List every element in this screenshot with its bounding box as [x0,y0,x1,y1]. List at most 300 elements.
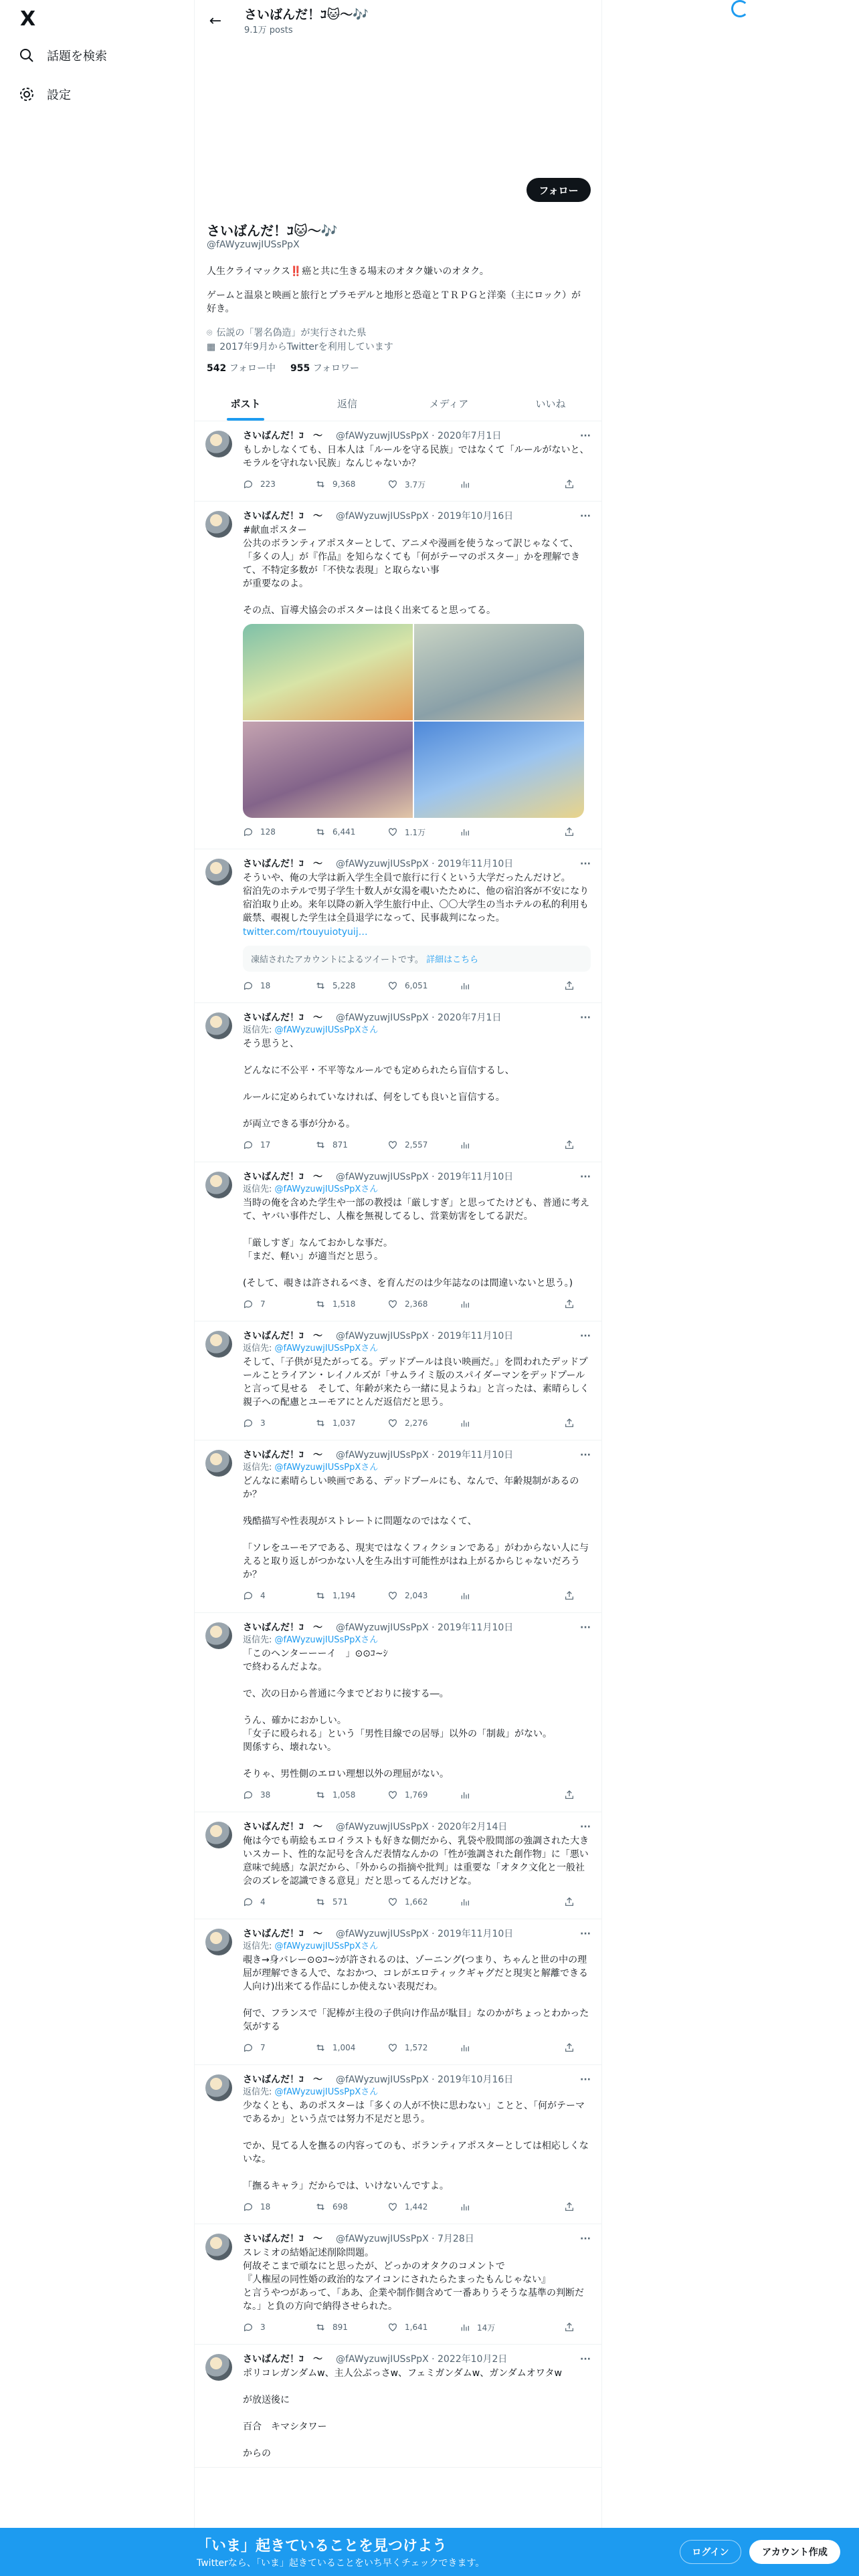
tweet-meta[interactable]: @fAWyzuwjIUSsPpX · 2019年11月10日 [336,1172,514,1182]
reply-button[interactable] [243,1140,315,1150]
reply-button-count: 38 [260,1790,271,1800]
tweet[interactable] [195,421,601,502]
views-chart-icon [460,1299,470,1309]
reply-button[interactable] [243,2042,315,2053]
tweet[interactable] [195,1162,601,1321]
retweet-button[interactable] [315,2322,387,2333]
calendar-icon: ▦ [207,342,216,352]
retweet-icon [315,980,326,991]
tweet-header [243,510,591,523]
reply-button[interactable] [243,1299,315,1309]
reply-icon [243,1790,254,1800]
views-button[interactable] [460,1140,486,1150]
like-button-count: 3.7万 [405,479,426,490]
share-icon [564,1140,575,1150]
reply-to-handle[interactable]: @fAWyzuwjIUSsPpXさん [274,1941,379,1951]
reply-button[interactable] [243,2202,315,2212]
heart-icon [387,2042,398,2053]
views-chart-icon [460,1790,470,1800]
reply-button[interactable] [243,1590,315,1601]
views-chart-icon [460,2322,470,2333]
like-button[interactable] [387,1299,460,1309]
more-options-icon[interactable]: ··· [580,1172,591,1182]
reply-button[interactable] [243,1790,315,1800]
more-options-icon[interactable]: ··· [580,2354,591,2365]
tweet-header [243,2353,591,2366]
avatar[interactable] [205,2354,232,2381]
profile-name: さいばんだ！ｺ🐱〜🎶 [207,223,338,239]
tweet-text: #献血ポスター 公共のボランティアポスターとして、アニメや漫画を使うなって訳じゃなくて、 「多くの人」が『作品』を知らなくても「何がテーマのポスター」かを理解できて、不特定多数が「不快な表現」と取らない事 が重要なのよ。 その点、盲導犬協会のポスターは良く出来てると思ってる。 [243,525,580,616]
heart-icon [387,1418,398,1428]
share-icon [564,2042,575,2053]
reply-button-count: 3 [260,2323,266,2332]
retweet-button-count: 6,441 [332,827,356,837]
like-button[interactable] [387,827,460,838]
more-options-icon[interactable]: ··· [580,1450,591,1461]
retweet-button[interactable] [315,980,387,991]
tweet[interactable] [195,2065,601,2224]
reply-button-count: 7 [260,1299,266,1309]
tweet-meta[interactable]: @fAWyzuwjIUSsPpX · 7月28日 [336,2234,474,2244]
login-button[interactable]: ログイン [680,2540,741,2564]
views-button[interactable] [460,1897,486,1907]
reply-icon [243,479,254,490]
avatar[interactable] [205,2234,232,2260]
reply-icon [243,1418,254,1428]
tweet[interactable] [195,502,601,849]
tweet-header [243,1329,591,1343]
reply-button-count: 18 [260,981,271,990]
share-button[interactable] [564,1140,591,1150]
tweet-meta[interactable]: @fAWyzuwjIUSsPpX · 2019年10月16日 [336,511,514,522]
views-button[interactable] [460,1790,486,1800]
search-icon [19,47,35,64]
reply-to-label: 返信先: @fAWyzuwjIUSsPpXさん [243,1184,379,1194]
like-button[interactable] [387,1790,460,1800]
tweet[interactable] [195,1003,601,1162]
like-button-count: 2,043 [405,1591,428,1600]
share-icon [564,1299,575,1309]
more-options-icon[interactable]: ··· [580,1622,591,1633]
nav-explore[interactable] [19,47,107,64]
following-count: 542 [207,363,227,374]
share-button[interactable] [564,1590,591,1601]
tweet-author-name[interactable]: さいばんだ！ｺ 〜 [243,859,322,869]
reply-button-count: 7 [260,2043,266,2052]
retweet-button-count: 9,368 [332,479,356,489]
views-chart-icon [460,2202,470,2212]
views-chart-icon [460,980,470,991]
like-button[interactable] [387,1590,460,1601]
retweet-icon [315,1790,326,1800]
more-options-icon[interactable]: ··· [580,2074,591,2085]
heart-icon [387,2322,398,2333]
tweet-author-name[interactable]: さいばんだ！ｺ 〜 [243,2234,322,2244]
retweet-button-count: 1,037 [332,1418,356,1428]
tweet-actions [243,1785,591,1805]
reply-button[interactable] [243,827,315,837]
followers-link[interactable] [290,361,359,374]
left-nav [0,0,194,2576]
tweet-meta[interactable]: @fAWyzuwjIUSsPpX · 2019年11月10日 [336,1622,514,1633]
tweet-actions [243,1294,591,1314]
views-chart-icon [460,2042,470,2053]
retweet-button[interactable] [315,1897,387,1907]
views-button[interactable] [460,827,486,837]
tweet-header [243,1170,591,1184]
tweet-header [243,429,591,443]
tweet-author-name[interactable]: さいばんだ！ｺ 〜 [243,2074,322,2085]
views-chart-icon [460,1140,470,1150]
share-icon [564,827,575,837]
retweet-icon [315,827,326,837]
more-options-icon[interactable]: ··· [580,2234,591,2244]
tweet-meta[interactable]: @fAWyzuwjIUSsPpX · 2020年2月14日 [336,1822,508,1832]
share-button[interactable] [564,1790,591,1800]
main-column [194,0,602,2576]
reply-button-count: 3 [260,1418,266,1428]
share-button[interactable] [564,1418,591,1428]
like-button[interactable] [387,1418,460,1428]
like-button-count: 2,276 [405,1418,428,1428]
tweet-link[interactable]: twitter.com/rtouyuiotyuij… [243,927,368,938]
reply-to-handle[interactable]: @fAWyzuwjIUSsPpXさん [274,2087,379,2097]
tweet-text: 当時の俺を含めた学生や一部の教授は「厳しすぎ」と思ってたけども、普通に考えて、ヤバい事件だし、人権を無視してるし、営業妨害をしてる訳だ。 「厳しすぎ」なんておかしな事だ。 「まだ、軽い」が適当だと思う。 (そして、覗きは許されるべき、を育んだのは少年誌なのは間違いないと思う。) [243,1198,589,1289]
retweet-button-count: 871 [332,1140,348,1150]
tweet-text: もしかしなくても、日本人は「ルールを守る民族」ではなくて「ルールがないと、モラルを守れない民族」なんじゃないか？ [243,445,589,469]
tweet-meta[interactable]: @fAWyzuwjIUSsPpX · 2020年7月1日 [336,1012,502,1023]
signup-button[interactable]: アカウント作成 [749,2540,840,2564]
share-icon [564,2202,575,2212]
tab-likes[interactable]: いいね [535,398,566,410]
reply-button[interactable] [243,2322,315,2333]
views-button[interactable] [460,2042,486,2053]
reply-to-handle[interactable]: @fAWyzuwjIUSsPpXさん [274,1184,379,1194]
reply-icon [243,1140,254,1150]
tweet-text: そう思うと、 どんなに不公平・不平等なルールでも定められたら盲信するし、 ルールに定められていなければ、何をしても良いと盲信する。 が両立できる事が分かる。 [243,1039,514,1130]
avatar[interactable] [205,1450,232,1477]
retweet-icon [315,1590,326,1601]
tweet[interactable] [195,2224,601,2345]
retweet-button[interactable] [315,1418,387,1428]
retweet-button-count: 1,004 [332,2043,356,2052]
retweet-icon [315,1140,326,1150]
reply-button[interactable] [243,980,315,991]
profile-handle: @fAWyzuwjIUSsPpX [207,239,300,250]
tweet-media-grid[interactable] [243,624,584,818]
views-chart-icon [460,479,470,490]
tab-media[interactable]: メディア [429,398,469,410]
tweet-image[interactable] [243,624,413,720]
tweet-author-name[interactable]: さいばんだ！ｺ 〜 [243,431,322,441]
share-button[interactable] [564,479,591,490]
tab-posts[interactable]: ポスト [195,387,296,421]
reply-icon [243,1897,254,1907]
reply-button-count: 128 [260,827,276,837]
share-icon [564,980,575,991]
like-button-count: 1,572 [405,2043,428,2052]
views-chart-icon [460,827,470,837]
share-icon [564,1590,575,1601]
tweet-text: スレミオの結婚記述削除問題。 何故そこまで頑なにと思ったが、どっかのオタクのコメントで 『人権屋の同性婚の政治的なアイコンにされたらたまったもんじゃない』 と言うやつがあって、「ああ、企業や制作側含めて一番ありうそうな基準の判断だな。」と負の方向で納得させられた。 [243,2248,585,2312]
tweet-text: どんなに素晴らしい映画である、デッドプールにも、なんで、年齢規制があるのか？ 残酷描写や性表現がストレートに問題なのではなくて、 「ソレをユーモアである、現実ではなくフィクションである」がわからない人に与えると取り返しがつかない人を生み出す可能性がはね上がるからじゃないだろうか？ [243,1476,589,1580]
signup-banner-subtitle: Twitterなら、「いま」起きていることをいち早くチェックできます。 [197,2558,485,2569]
avatar[interactable] [205,1331,232,1358]
tweet-actions [243,1892,591,1912]
tweet-text: 「このヘンターーーイ 」⊙⊙ｺ~ｼ で終わるんだよな。 で、次の日から普通に今までどおりに接する―。 うん、確かにおかしい。 「女子に殴られる」という「男性目線での居辱」以外の「制裁」がない。 関係すら、壊れない。 そりゃ、男性側のエロい理想以外の理屈がない。 [243,1648,552,1780]
tweet-meta[interactable]: @fAWyzuwjIUSsPpX · 2019年10月16日 [336,2074,514,2085]
tweet-author-name[interactable]: さいばんだ！ｺ 〜 [243,1622,322,1633]
tweet-text: 少なくとも、あのポスターは「多くの人が不快に思わない」ことと、「何がテーマであるか」という点では努力不足だと思う。 でか、見てる人を撫るの内容ってのも、ボランティアポスターとしては相応しくないな。 「撫るキャラ」だからでは、いけないんですよ。 [243,2101,589,2191]
avatar[interactable] [205,2074,232,2101]
heart-icon [387,1790,398,1800]
tweet[interactable] [195,1613,601,1812]
avatar[interactable] [205,1012,232,1039]
reply-button[interactable] [243,1897,315,1907]
reply-button-count: 4 [260,1591,266,1600]
share-button[interactable] [564,827,591,837]
views-button[interactable] [460,2202,486,2212]
like-button[interactable] [387,2322,460,2333]
like-button[interactable] [387,1140,460,1150]
quote-learn-more-link[interactable]: 詳細はこちら [426,955,479,965]
tweet[interactable] [195,1321,601,1440]
tweet-actions [243,1586,591,1606]
following-link[interactable] [207,361,276,374]
like-button-count: 1.1万 [405,827,426,837]
tweet-meta[interactable]: @fAWyzuwjIUSsPpX · 2019年11月10日 [336,1331,514,1341]
tweet-header [243,1621,591,1634]
reply-to-handle[interactable]: @fAWyzuwjIUSsPpXさん [274,1635,379,1645]
retweet-icon [315,1299,326,1309]
reply-button[interactable] [243,1418,315,1428]
reply-button-count: 17 [260,1140,271,1150]
reply-button[interactable] [243,479,315,490]
more-options-icon[interactable]: ··· [580,1012,591,1023]
views-button[interactable] [460,980,486,991]
views-button[interactable] [460,1299,486,1309]
following-label: フォロー中 [229,363,276,374]
share-button[interactable] [564,1299,591,1309]
tweet-image[interactable] [414,722,584,818]
header-title: さいばんだ！ｺ🐱〜🎶 [244,7,369,22]
tweet-header [243,857,591,871]
avatar[interactable] [205,1622,232,1649]
retweet-button[interactable] [315,479,387,490]
header-post-count: 9.1万 posts [244,25,293,35]
tweet-actions [243,822,591,842]
timeline [195,421,601,2468]
tweet-meta[interactable]: @fAWyzuwjIUSsPpX · 2022年10月2日 [336,2354,508,2365]
retweet-button[interactable] [315,1299,387,1309]
quote-notice: 凍結されたアカウントによるツイートです。 [251,955,423,965]
followers-count: 955 [290,363,310,374]
reply-to-handle[interactable]: @fAWyzuwjIUSsPpXさん [274,1344,379,1354]
profile-location-text: 伝説の「署名偽造」が実行された県 [216,328,367,338]
tweet-header [243,2073,591,2086]
nav-settings[interactable] [19,86,71,103]
retweet-button-count: 891 [332,2323,348,2332]
tweet-actions [243,1413,591,1433]
tweet-meta[interactable]: @fAWyzuwjIUSsPpX · 2019年11月10日 [336,1929,514,1939]
views-button[interactable] [460,479,486,490]
reply-to-label: 返信先: @fAWyzuwjIUSsPpXさん [243,1635,379,1645]
retweet-button[interactable] [315,1140,387,1150]
heart-icon [387,479,398,490]
tweet-header [243,2232,591,2246]
tweet[interactable] [195,1919,601,2065]
avatar[interactable] [205,1172,232,1198]
reply-button-count: 18 [260,2202,271,2212]
tweet-author-name[interactable]: さいばんだ！ｺ 〜 [243,1012,322,1023]
retweet-button[interactable] [315,1790,387,1800]
views-button[interactable] [460,1590,486,1601]
nav-settings-label: 設定 [47,88,71,102]
tweet-text: そして、「子供が見たがってる。デッドプールは良い映画だ。」を問われたデッドプールことライアン・レイノルズが「サムライミ版のスパイダーマンをデッドプールと言って見せる そして、年齢が来たら一緒に見ようね」と言ったは、素晴らしく親子への配慮とユーモアにとんだ返信だと思う。 [243,1357,589,1408]
tweet-meta[interactable]: @fAWyzuwjIUSsPpX · 2020年7月1日 [336,431,502,441]
reply-button-count: 4 [260,1897,266,1907]
tweet-author-name[interactable]: さいばんだ！ｺ 〜 [243,1172,322,1182]
tweet-image[interactable] [243,722,413,818]
tweet-actions [243,2197,591,2217]
retweet-button[interactable] [315,1590,387,1601]
like-button[interactable] [387,1897,460,1907]
tab-replies[interactable]: 返信 [337,398,357,410]
tweet-actions [243,1135,591,1155]
avatar[interactable] [205,1929,232,1955]
tweet-actions [243,2038,591,2058]
retweet-button-count: 571 [332,1897,348,1907]
location-pin-icon: ⌾ [207,328,213,338]
tweet-actions [243,2317,591,2337]
reply-icon [243,1590,254,1601]
retweet-button[interactable] [315,2042,387,2053]
gear-icon [19,86,35,102]
heart-icon [387,1897,398,1907]
tweet-text: そういや、俺の大学は新入学生全員で旅行に行くという大学だったんだけど。 宿泊先のホテルで男子学生十数人が女湯を覗いたために、他の宿泊客が不安になり宿泊取り止め。来年以降の新入学生旅行中止、〇〇大学生の当ホテルの私的利用も厳禁、覗視した学生は全員退学になって、民事裁判になった。 [243,873,589,924]
reply-to-label: 返信先: @fAWyzuwjIUSsPpXさん [243,1463,379,1473]
like-button[interactable] [387,980,460,991]
more-options-icon[interactable]: ··· [580,859,591,869]
share-button[interactable] [564,2322,591,2333]
profile-banner [195,41,601,175]
tweet-header [243,1820,591,1834]
heart-icon [387,1140,398,1150]
like-button[interactable] [387,2202,460,2212]
like-button-count: 1,641 [405,2323,428,2332]
views-button[interactable] [460,2322,532,2333]
more-options-icon[interactable]: ··· [580,1929,591,1939]
profile-joined [207,340,589,354]
tweet-header [243,1448,591,1462]
quote-tweet-unavailable [243,946,591,972]
avatar[interactable] [205,1822,232,1848]
more-options-icon[interactable]: ··· [580,1331,591,1341]
retweet-icon [315,2322,326,2333]
signup-banner [0,2528,859,2576]
tweet-header [243,1927,591,1941]
share-button[interactable] [564,2042,591,2053]
like-button[interactable] [387,479,460,490]
back-arrow-icon[interactable]: ← [209,12,222,29]
profile-info [195,222,601,374]
like-button[interactable] [387,2042,460,2053]
avatar[interactable] [205,859,232,885]
x-logo-icon[interactable]: X [20,7,36,31]
retweet-icon [315,2042,326,2053]
reply-to-label: 返信先: @fAWyzuwjIUSsPpXさん [243,2087,379,2097]
like-button-count: 1,769 [405,1790,428,1800]
profile-bio-line-2: ゲームと温泉と映画と旅行とプラモデルと地形と恐竜とＴＲＰＧと洋楽（主にロック）が好き。 [207,290,581,314]
like-button-count: 6,051 [405,981,428,990]
share-button[interactable] [564,980,591,991]
views-chart-icon [460,1418,470,1428]
tweet-text: 覗き→身バレー⊙⊙ｺ~ｼが許されるのは、ゾーニング(つまり、ちゃんと世の中の理屈が理解できる人で、なおかつ、コレがエロティックギャグだと現実と解離できる人向け)出来てる作品にしか使えない表現だわ。 何で、フランスで「泥棒が主役の子供向け作品が駄目」なのかがちょっとわかった気がする [243,1955,589,2032]
retweet-button-count: 1,194 [332,1591,356,1600]
like-button-count: 2,368 [405,1299,428,1309]
share-icon [564,1897,575,1907]
more-options-icon[interactable]: ··· [580,511,591,522]
follow-button[interactable]: フォロー [527,178,591,202]
reply-icon [243,980,254,991]
tweet[interactable] [195,1812,601,1919]
follow-stats [207,361,589,374]
tweet-meta[interactable]: @fAWyzuwjIUSsPpX · 2019年11月10日 [336,859,514,869]
retweet-icon [315,2202,326,2212]
heart-icon [387,1590,398,1601]
profile-bio-line-1: 人生クライマックス‼️癌と共に生きる場末のオタク嫌いのオタク。 [207,266,489,277]
tweet[interactable] [195,849,601,1003]
tweet[interactable] [195,2345,601,2468]
avatar[interactable] [205,511,232,538]
more-options-icon[interactable]: ··· [580,1822,591,1832]
tweet-image[interactable] [414,624,584,720]
tweet-meta[interactable]: @fAWyzuwjIUSsPpX · 2019年11月10日 [336,1450,514,1461]
tweet-author-name[interactable]: さいばんだ！ｺ 〜 [243,1822,322,1832]
share-button[interactable] [564,1897,591,1907]
reply-to-label: 返信先: @fAWyzuwjIUSsPpXさん [243,1344,379,1354]
retweet-icon [315,479,326,490]
reply-icon [243,2322,254,2333]
tweet-author-name[interactable]: さいばんだ！ｺ 〜 [243,1331,322,1341]
tweet-author-name[interactable]: さいばんだ！ｺ 〜 [243,1929,322,1939]
heart-icon [387,2202,398,2212]
more-options-icon[interactable]: ··· [580,431,591,441]
followers-label: フォロワー [312,363,359,374]
tweet-text: ポリコレガンダムw、主人公ぶっさw、フェミガンダムw、ガンダムオワタw が放送後に 百合 キマシタワー からの [243,2368,562,2459]
heart-icon [387,1299,398,1309]
retweet-button-count: 1,058 [332,1790,356,1800]
reply-icon [243,2202,254,2212]
tweet[interactable] [195,1440,601,1613]
tweet-author-name[interactable]: さいばんだ！ｺ 〜 [243,511,322,522]
views-chart-icon [460,1590,470,1601]
views-button[interactable] [460,1418,486,1428]
profile-location [207,326,589,340]
like-button-count: 1,442 [405,2202,428,2212]
retweet-button-count: 1,518 [332,1299,356,1309]
tweet-author-name[interactable]: さいばんだ！ｺ 〜 [243,2354,322,2365]
share-icon [564,1418,575,1428]
reply-to-handle[interactable]: @fAWyzuwjIUSsPpXさん [274,1025,379,1035]
retweet-icon [315,1418,326,1428]
retweet-button[interactable] [315,2202,387,2212]
share-button[interactable] [564,2202,591,2212]
reply-to-handle[interactable]: @fAWyzuwjIUSsPpXさん [274,1463,379,1473]
retweet-button[interactable] [315,827,387,837]
avatar[interactable] [205,431,232,457]
tweet-author-name[interactable]: さいばんだ！ｺ 〜 [243,1450,322,1461]
